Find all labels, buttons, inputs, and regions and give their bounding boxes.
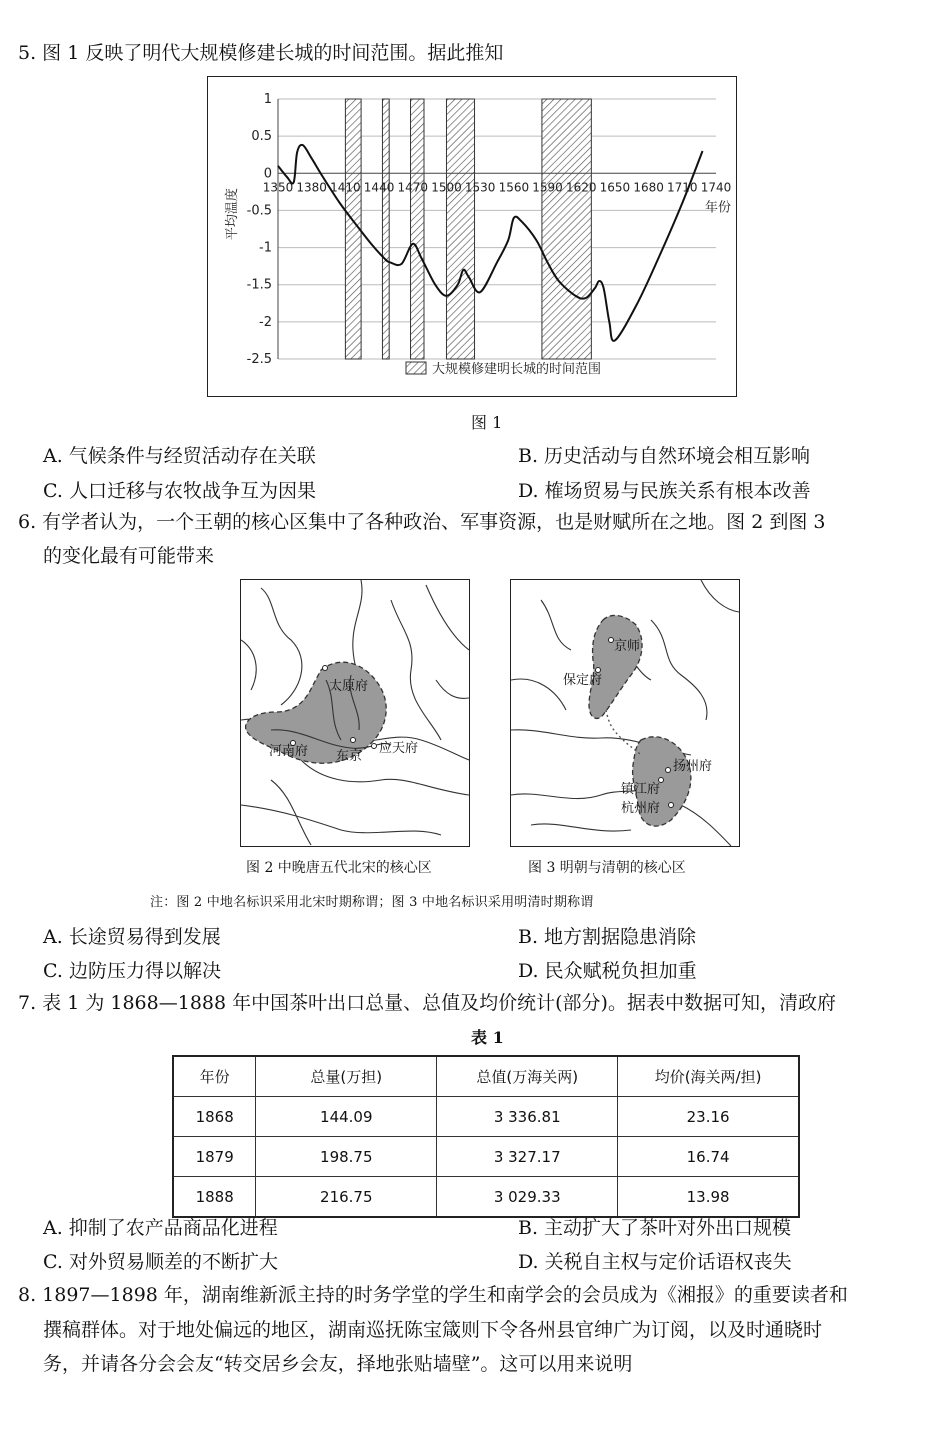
river-path: [241, 640, 256, 690]
q5-option-b[interactable]: B. 历史活动与自然环境会相互影响: [518, 445, 811, 467]
table-header-cell: 年份: [173, 1056, 256, 1097]
shaded-range-bar: [446, 99, 474, 359]
table-cell: 3 336.81: [437, 1097, 618, 1137]
shaded-range-bar: [411, 99, 424, 359]
river-path: [261, 588, 302, 705]
x-tick-label: 1650: [599, 180, 631, 195]
x-tick-label: 1620: [565, 180, 597, 195]
legend-label: 大规模修建明长城的时间范围: [432, 362, 602, 377]
shaded-range-bar: [382, 99, 389, 359]
river-path: [391, 600, 441, 740]
core-region-shape: [246, 662, 387, 763]
legend-swatch: [406, 362, 426, 374]
table-cell: 144.09: [256, 1097, 437, 1137]
place-zhenjiang: 镇江府: [621, 782, 661, 797]
y-tick-label: -0.5: [246, 203, 272, 219]
core-region-north-shape: [589, 615, 642, 718]
table-cell: 216.75: [256, 1177, 437, 1218]
y-tick-label: 1: [263, 92, 272, 107]
table-cell: 198.75: [256, 1137, 437, 1177]
place-baoding: 保定府: [563, 673, 603, 688]
map-2-graphic: [241, 580, 469, 846]
q8-stem-line1: 8. 1897—1898 年，湖南维新派主持的时务学堂的学生和南学会的会员成为《湘报》的重要读者和: [18, 1284, 848, 1306]
x-tick-label: 1560: [498, 180, 530, 195]
x-tick-label: 1500: [431, 180, 462, 195]
coast-path: [426, 585, 469, 650]
river-path: [241, 805, 441, 835]
table-1-title: 表 1: [471, 1028, 504, 1047]
table-cell: 16.74: [618, 1137, 799, 1177]
q7-option-a[interactable]: A. 抑制了农产品商品化进程: [43, 1217, 278, 1239]
city-marker: [669, 803, 674, 808]
q7-stem: 7. 表 1 为 1868—1888 年中国茶叶出口总量、总值及均价统计(部分)。据表中数据可知，清政府: [18, 992, 836, 1014]
y-tick-label: -1: [259, 240, 272, 256]
temperature-line: [278, 145, 703, 341]
city-marker: [596, 668, 601, 673]
map-note: 注：图 2 中地名标识采用北宋时期称谓；图 3 中地名标识采用明清时期称谓: [150, 895, 594, 910]
q5-stem: 5. 图 1 反映了明代大规模修建长城的时间范围。据此推知: [18, 42, 504, 64]
table-header-cell: 总量(万担): [256, 1056, 437, 1097]
x-tick-label: 1350: [262, 180, 294, 195]
q6-option-a[interactable]: A. 长途贸易得到发展: [43, 926, 221, 948]
y-tick-label: -1.5: [246, 277, 272, 293]
q6-option-b[interactable]: B. 地方割据隐患消除: [518, 926, 697, 948]
q6-stem-line1: 6. 有学者认为，一个王朝的核心区集中了各种政治、军事资源，也是财赋所在之地。图 2 到图 3: [18, 511, 826, 533]
x-tick-label: 1710: [667, 180, 698, 195]
map-3-caption: 图 3 明朝与清朝的核心区: [528, 860, 686, 876]
q7-option-d[interactable]: D. 关税自主权与定价话语权丧失: [518, 1251, 792, 1273]
q8-stem-line2: 撰稿群体。对于地处偏远的地区，湖南巡抚陈宝箴则下令各州县官绅广为订阅，以及时通晓时: [43, 1319, 823, 1341]
y-tick-label: 0: [263, 166, 272, 182]
place-hangzhou: 杭州府: [621, 801, 661, 816]
table-header-cell: 均价(海关两/担): [618, 1056, 799, 1097]
coast-path: [701, 580, 739, 612]
figure-1-frame: [207, 76, 737, 397]
temperature-chart: [208, 77, 736, 395]
table-cell: 13.98: [618, 1177, 799, 1218]
tea-export-table: [172, 1055, 800, 1218]
x-tick-label: 1470: [397, 180, 429, 195]
river-path: [531, 824, 631, 831]
y-tick-label: 0.5: [251, 129, 272, 145]
x-tick-label: 1440: [363, 180, 395, 195]
place-yingtian: 应天府: [379, 741, 419, 756]
river-path: [271, 780, 311, 845]
coast-path: [681, 805, 731, 846]
table-header-row: [173, 1056, 799, 1097]
river-path: [511, 679, 566, 710]
q5-option-c[interactable]: C. 人口迁移与农牧战争互为因果: [43, 480, 316, 502]
y-tick-label: -2.5: [246, 352, 272, 367]
map-3: [510, 579, 740, 847]
q5-option-d[interactable]: D. 榷场贸易与民族关系有根本改善: [518, 480, 811, 502]
coast-path: [651, 620, 707, 720]
q6-option-d[interactable]: D. 民众赋税负担加重: [518, 960, 697, 982]
q7-option-c[interactable]: C. 对外贸易顺差的不断扩大: [43, 1251, 278, 1273]
place-taiyuan: 太原府: [329, 679, 369, 694]
city-marker: [372, 744, 377, 749]
place-henan: 河南府: [269, 744, 309, 759]
x-tick-label: 1530: [464, 180, 496, 195]
city-marker: [323, 666, 328, 671]
place-dongjing: 东京: [336, 749, 363, 764]
q6-stem-line2: 的变化最有可能带来: [43, 545, 215, 567]
shaded-range-bar: [542, 99, 591, 359]
table-row: [173, 1137, 799, 1177]
map-2-caption: 图 2 中晚唐五代北宋的核心区: [246, 860, 432, 876]
map-3-graphic: [511, 580, 739, 846]
city-marker: [351, 738, 356, 743]
y-axis-label: 平均温度: [225, 188, 240, 241]
q6-option-c[interactable]: C. 边防压力得以解决: [43, 960, 221, 982]
x-tick-label: 1680: [633, 180, 664, 195]
q8-stem-line3: 务，并请各分会会友“转交居乡会友，择地张贴墙壁”。这可以用来说明: [43, 1353, 633, 1375]
table-cell: 1888: [173, 1177, 256, 1218]
x-tick-label: 1590: [532, 180, 563, 195]
table-cell: 1879: [173, 1137, 256, 1177]
x-axis-label: 年份: [704, 200, 732, 216]
table-cell: 23.16: [618, 1097, 799, 1137]
figure-1-caption: 图 1: [471, 413, 503, 432]
table-header-cell: 总值(万海关两): [437, 1056, 618, 1097]
q5-option-a[interactable]: A. 气候条件与经贸活动存在关联: [43, 445, 316, 467]
table-cell: 1868: [173, 1097, 256, 1137]
map-2: [240, 579, 470, 847]
river-path: [541, 600, 571, 650]
table-cell: 3 029.33: [437, 1177, 618, 1218]
x-tick-label: 1410: [330, 180, 361, 195]
city-marker: [666, 768, 671, 773]
x-tick-label: 1740: [700, 180, 732, 195]
x-tick-label: 1380: [296, 180, 327, 195]
place-yangzhou: 扬州府: [673, 759, 713, 774]
table-cell: 3 327.17: [437, 1137, 618, 1177]
coast-path: [436, 680, 469, 698]
y-tick-label: -2: [259, 314, 272, 330]
table-row: [173, 1177, 799, 1218]
river-path: [301, 760, 469, 795]
city-marker: [609, 638, 614, 643]
place-jingshi: 京师: [614, 639, 641, 654]
q7-option-b[interactable]: B. 主动扩大了茶叶对外出口规模: [518, 1217, 792, 1239]
table-row: [173, 1097, 799, 1137]
